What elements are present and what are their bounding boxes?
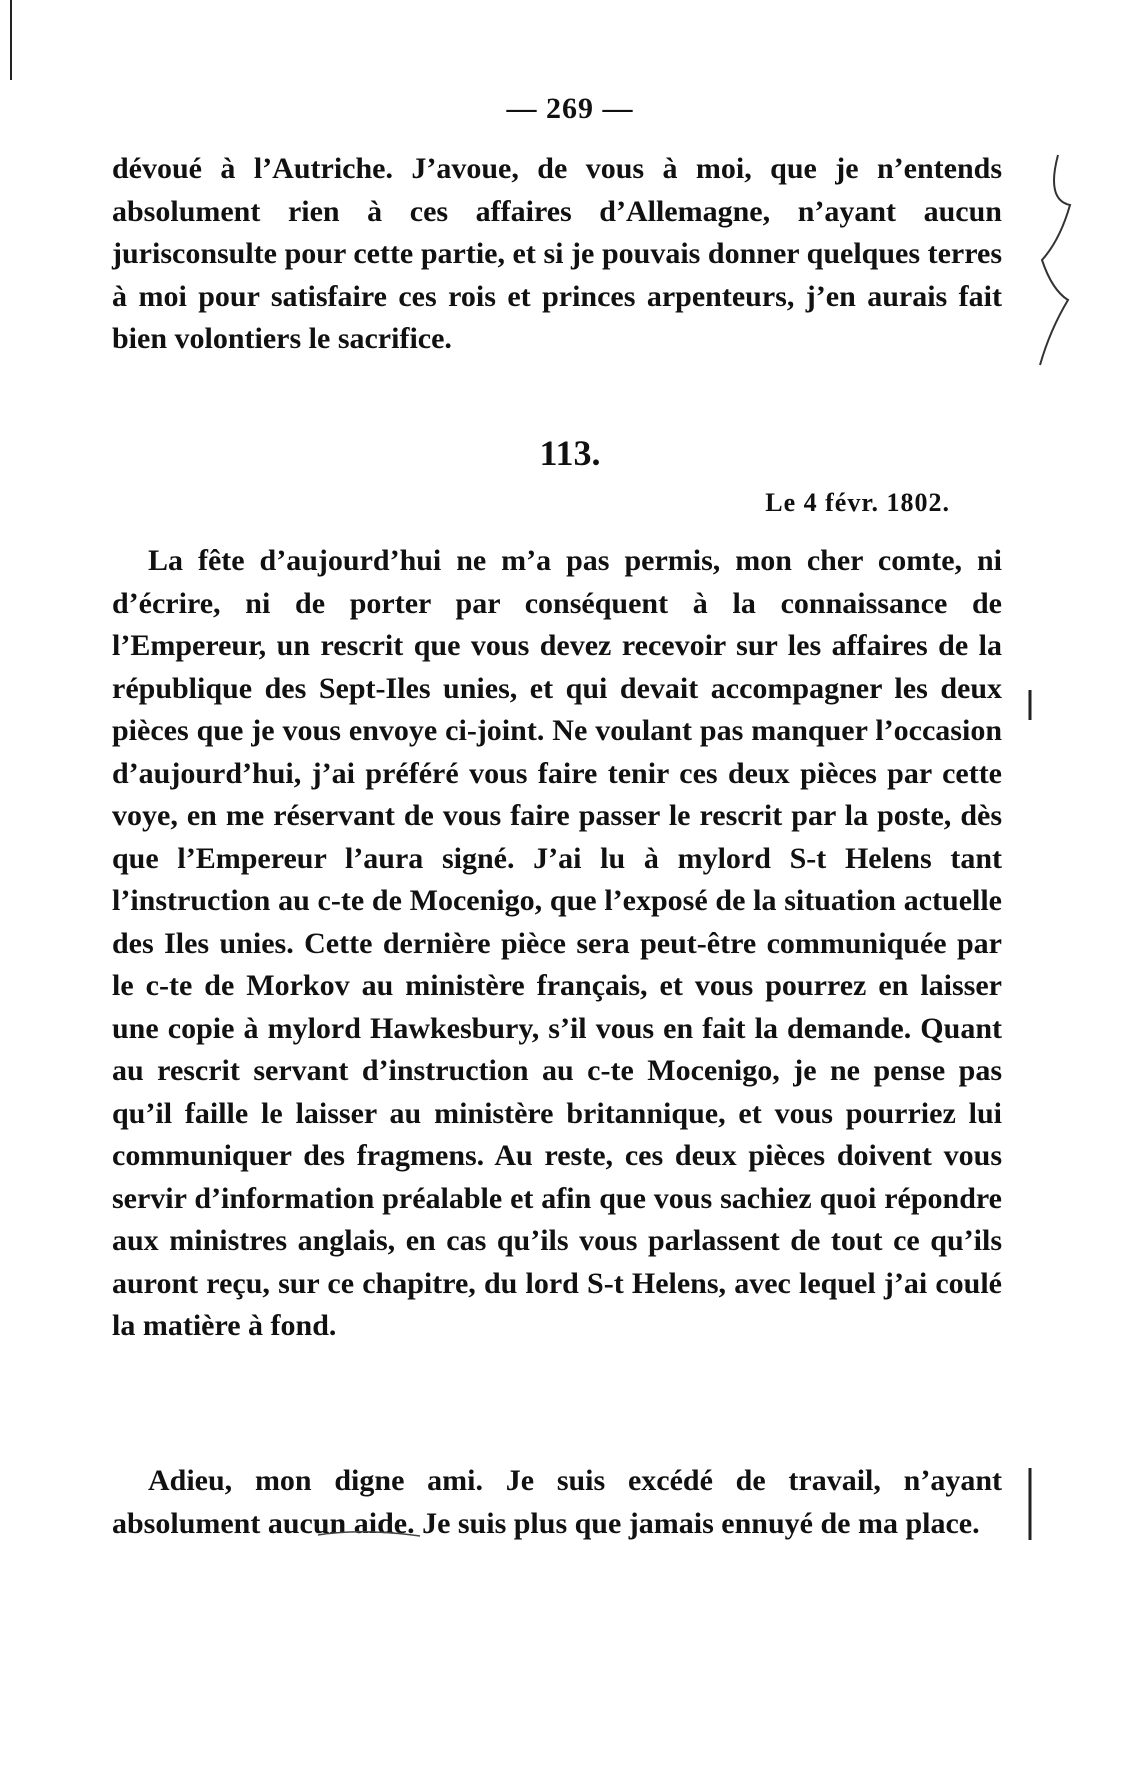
closing-paragraph [112, 1460, 1002, 1545]
margin-bracket-mark [1040, 155, 1070, 365]
body-paragraph-text: La fête d’aujourd’hui ne m’a pas permis, mon cher comte, ni d’écrire, ni de porter par conséquent à la connaissance de l’Empereur, un rescrit que vous devez recevoir sur les affaires de la république des Sept-Iles unies, et qui devait accompagner les deux pièces que je vous envoye ci-joint. Ne voulant pas manquer l’occasion d’aujourd’hui, j’ai préféré vous faire tenir ces deux pièces par cette voye, en me réservant de vous faire passer le rescrit par la poste, dès que l’Empereur l’aura signé. J’ai lu à mylord S-t Helens tant l’instruction au c-te de Mocenigo, que l’exposé de la situation actuelle des Iles unies. Cette dernière pièce sera peut-être communiquée par le c-te de Morkov au ministère français, et vous pourrez en laisser une copie à mylord Hawkesbury, s’il vous en fait la demande. Quant au rescrit servant d’instruction au c-te Mocenigo, je ne pense pas qu’il faille le laisser au ministère britannique, et vous pourriez lui communiquer des fragmens. Au reste, ces deux pièces doivent vous servir d’information préalable et afin que vous sachiez quoi répondre aux ministres anglais, en cas qu’ils vous parlassent de tout ce qu’ils auront reçu, sur ce chapitre, du lord S-t Helens, avec lequel j’ai coulé la matière à fond. [112, 544, 1002, 1342]
page-edge-line [10, 0, 12, 80]
letter-number: 113. [539, 433, 601, 473]
closing-paragraph-text: Adieu, mon digne ami. Je suis excédé de travail, n’ayant absolument aucun aide. Je suis plus que jamais ennuyé de ma place. [112, 1464, 1002, 1540]
page-number: — 269 — [506, 92, 634, 125]
continuation-paragraph-text: dévoué à l’Autriche. J’avoue, de vous à moi, que je n’entends absolument rien à ces affaires d’Allemagne, n’ayant aucun jurisconsulte pour cette partie, et si je pouvais donner quelques terres à moi pour satisfaire ces rois et princes arpenteurs, j’en aurais fait bien volontiers le sacrifice. [112, 152, 1002, 355]
body-paragraph [112, 540, 1002, 1348]
continuation-paragraph [112, 148, 1002, 361]
letter-date: Le 4 févr. 1802. [765, 488, 950, 517]
